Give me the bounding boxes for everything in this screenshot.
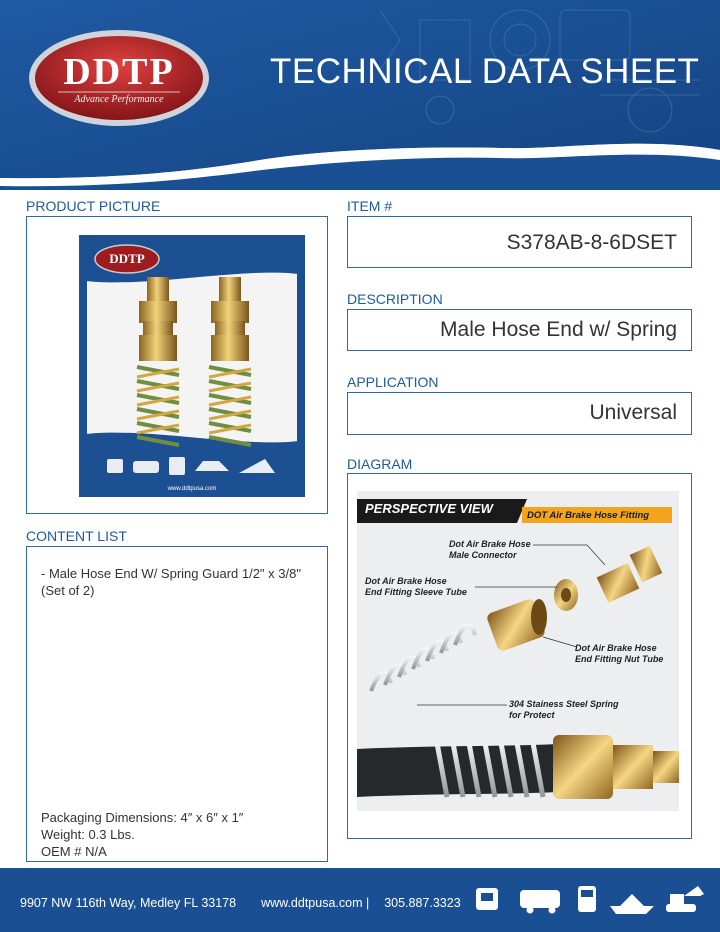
application-value: Universal [589, 401, 677, 424]
diagram-label-male-connector [449, 539, 531, 561]
item-label: ITEM # [347, 198, 393, 214]
bus-icon [520, 890, 560, 914]
footer-website[interactable]: www.ddtpusa.com | [261, 896, 370, 910]
footer [0, 868, 720, 932]
diagram-label-3: Dot Air Brake Hose [575, 643, 657, 653]
diagram-label-1b: Male Connector [449, 550, 517, 560]
content-specs [41, 809, 243, 860]
application-box [347, 392, 692, 435]
footer-contact [20, 896, 461, 910]
page-title: TECHNICAL DATA SHEET [270, 52, 700, 91]
footer-phone: 305.887.3323 [384, 896, 461, 910]
oem-number: OEM # N/A [41, 844, 107, 859]
packaging-dimensions: Packaging Dimensions: 4″ x 6″ x 1″ [41, 810, 244, 825]
product-picture-box [26, 216, 328, 514]
diagram-label-nut-tube [575, 643, 663, 665]
content-list-box [26, 546, 328, 862]
diagram-label-2: Dot Air Brake Hose [365, 576, 447, 586]
item-box [347, 216, 692, 268]
logo-tagline: Advance Performance [74, 94, 164, 105]
generator-icon [476, 888, 498, 910]
diagram-label-4: 304 Stainess Steel Spring [509, 699, 619, 709]
excavator-icon [666, 886, 704, 912]
boat-icon [610, 894, 654, 914]
content-list-items [41, 565, 301, 599]
diagram-label-sleeve-tube [365, 576, 467, 598]
product-image [79, 235, 305, 497]
diagram-label: DIAGRAM [347, 456, 413, 472]
diagram-label-1: Dot Air Brake Hose [449, 539, 531, 549]
product-website: www.ddtpusa.com [167, 486, 217, 492]
diagram-label-3b: End Fitting Nut Tube [575, 654, 664, 664]
logo [28, 28, 210, 128]
product-picture-label: PRODUCT PICTURE [26, 198, 161, 214]
diagram-label-4b: for Protect [509, 710, 555, 720]
diagram-label-spring [509, 699, 619, 721]
description-value: Male Hose End w/ Spring [440, 318, 677, 341]
description-box [347, 309, 692, 351]
application-label: APPLICATION [347, 374, 439, 390]
header [0, 0, 720, 190]
content-item-2: (Set of 2) [41, 583, 95, 598]
footer-vehicle-icons [460, 882, 710, 918]
footer-address: 9907 NW 116th Way, Medley FL 33178 [20, 896, 237, 910]
sleeve-tube-part [554, 579, 578, 611]
truck-icon [578, 886, 596, 912]
logo-text: DDTP [63, 51, 175, 93]
diagram-subheading: DOT Air Brake Hose Fitting [527, 510, 650, 521]
product-logo-text: DDTP [109, 251, 145, 266]
weight: Weight: 0.3 Lbs. [41, 827, 135, 842]
item-value: S378AB-8-6DSET [506, 231, 677, 254]
diagram-label-2b: End Fitting Sleeve Tube [365, 587, 467, 597]
diagram-image [357, 491, 679, 811]
content-item-1: - Male Hose End W/ Spring Guard 1/2" x 3/8" [41, 566, 301, 581]
content-list-label: CONTENT LIST [26, 528, 127, 544]
diagram-heading: PERSPECTIVE VIEW [365, 501, 493, 516]
description-label: DESCRIPTION [347, 291, 443, 307]
